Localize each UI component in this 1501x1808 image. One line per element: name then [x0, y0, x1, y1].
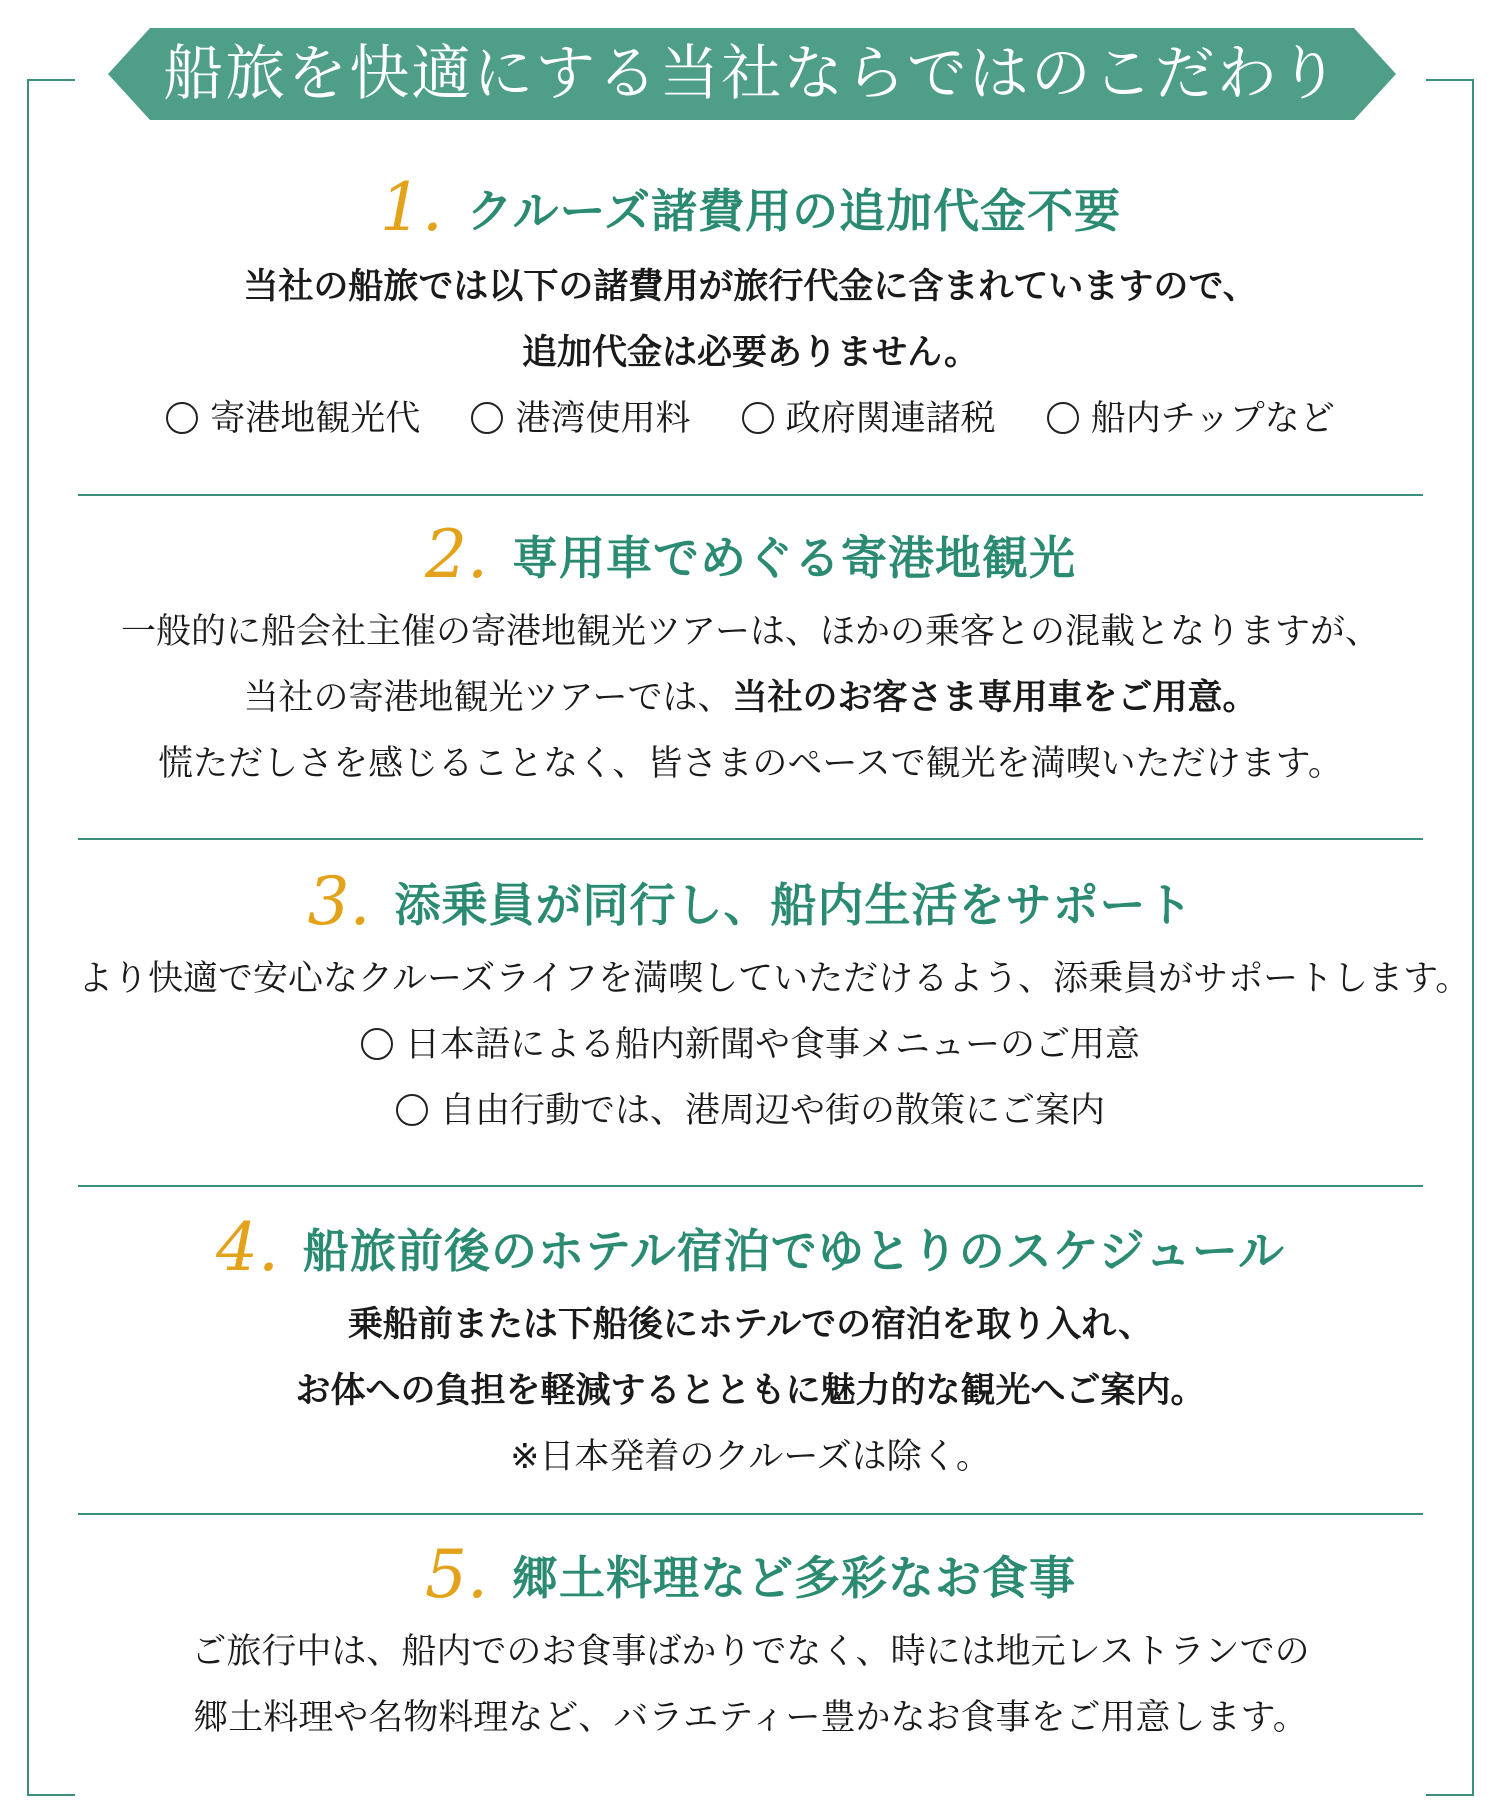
divider — [78, 494, 1423, 496]
section-3 — [78, 862, 1471, 1144]
section-4-text-2: お体への負担を軽減するとともに魅力的な観光へご案内。 — [295, 1371, 1206, 1411]
section-5-text-1: ご旅行中は、船内でのお食事ばかりでなく、時には地元レストランでの — [191, 1632, 1310, 1672]
section-5 — [78, 1535, 1423, 1751]
section-3-title: 添乗員が同行し、船内生活をサポート — [394, 878, 1194, 932]
banner-title: 船旅を快適にする当社ならではのこだわり — [163, 39, 1341, 109]
section-1-text-1: 当社の船旅では以下の諸費用が旅行代金に含まれていますので、 — [243, 267, 1258, 307]
circle-bullet-icon — [361, 1028, 393, 1060]
circle-bullet-icon — [471, 402, 503, 434]
title-banner — [108, 28, 1396, 120]
section-2-heading — [78, 515, 1423, 595]
section-4-heading — [78, 1208, 1423, 1288]
section-3-number: 3. — [307, 863, 371, 940]
section-4-number: 4. — [216, 1209, 280, 1286]
section-4-text-1: 乗船前または下船後にホテルでの宿泊を取り入れ、 — [347, 1305, 1154, 1345]
section-2-text-3: 慌ただしさを感じることなく、皆さまのペースで観光を満喫いただけます。 — [158, 744, 1343, 784]
frame-top-left-border — [27, 79, 75, 81]
section-5-number: 5. — [425, 1536, 488, 1613]
divider — [78, 1185, 1423, 1187]
option-item: 寄港地観光代 — [166, 386, 420, 452]
frame-left-border — [27, 79, 29, 1795]
section-2-title: 専用車でめぐる寄港地観光 — [511, 531, 1076, 585]
section-5-text-2: 郷土料理や名物料理など、バラエティー豊かなお食事をご用意します。 — [193, 1698, 1308, 1738]
circle-bullet-icon — [396, 1094, 428, 1126]
section-4-title: 船旅前後のホテル宿泊でゆとりのスケジュール — [303, 1224, 1285, 1278]
section-2-text-1: 一般的に船会社主催の寄港地観光ツアーは、ほかの乗客との混載となりますが、 — [121, 612, 1380, 652]
divider — [78, 838, 1423, 840]
section-1-title: クルーズ諸費用の追加代金不要 — [466, 184, 1122, 238]
section-3-text-1: より快適で安心なクルーズライフを満喫していただけるよう、添乗員がサポートします。 — [78, 959, 1471, 999]
section-4-note: ※日本発着のクルーズは除く。 — [510, 1437, 991, 1477]
option-item: 政府関連諸税 — [742, 386, 996, 452]
section-3-option-1: 日本語による船内新聞や食事メニューのご用意 — [78, 1012, 1423, 1078]
section-2-number: 2. — [425, 516, 488, 593]
circle-bullet-icon — [1047, 402, 1079, 434]
section-1-heading — [78, 168, 1423, 248]
option-item: 船内チップなど — [1047, 386, 1335, 452]
circle-bullet-icon — [742, 402, 774, 434]
frame-right-border — [1472, 79, 1474, 1795]
circle-bullet-icon — [166, 402, 198, 434]
section-5-title: 郷土料理など多彩なお食事 — [511, 1551, 1076, 1605]
section-5-heading — [78, 1535, 1423, 1615]
frame-bottom-right-border — [1426, 1794, 1474, 1796]
section-1-text-2: 追加代金は必要ありません。 — [521, 333, 980, 373]
divider — [78, 1513, 1423, 1515]
frame-top-right-border — [1426, 79, 1474, 81]
section-1-number: 1. — [379, 169, 443, 246]
section-3-heading — [78, 862, 1423, 942]
section-2 — [78, 515, 1423, 797]
section-4 — [78, 1208, 1423, 1490]
section-2-text-2: 当社の寄港地観光ツアーでは、当社のお客さま専用車をご用意。 — [243, 678, 1258, 718]
option-item: 港湾使用料 — [471, 386, 690, 452]
section-1-options — [78, 386, 1423, 452]
section-1 — [78, 168, 1423, 452]
section-3-option-2: 自由行動では、港周辺や街の散策にご案内 — [78, 1078, 1423, 1144]
frame-bottom-left-border — [27, 1794, 75, 1796]
